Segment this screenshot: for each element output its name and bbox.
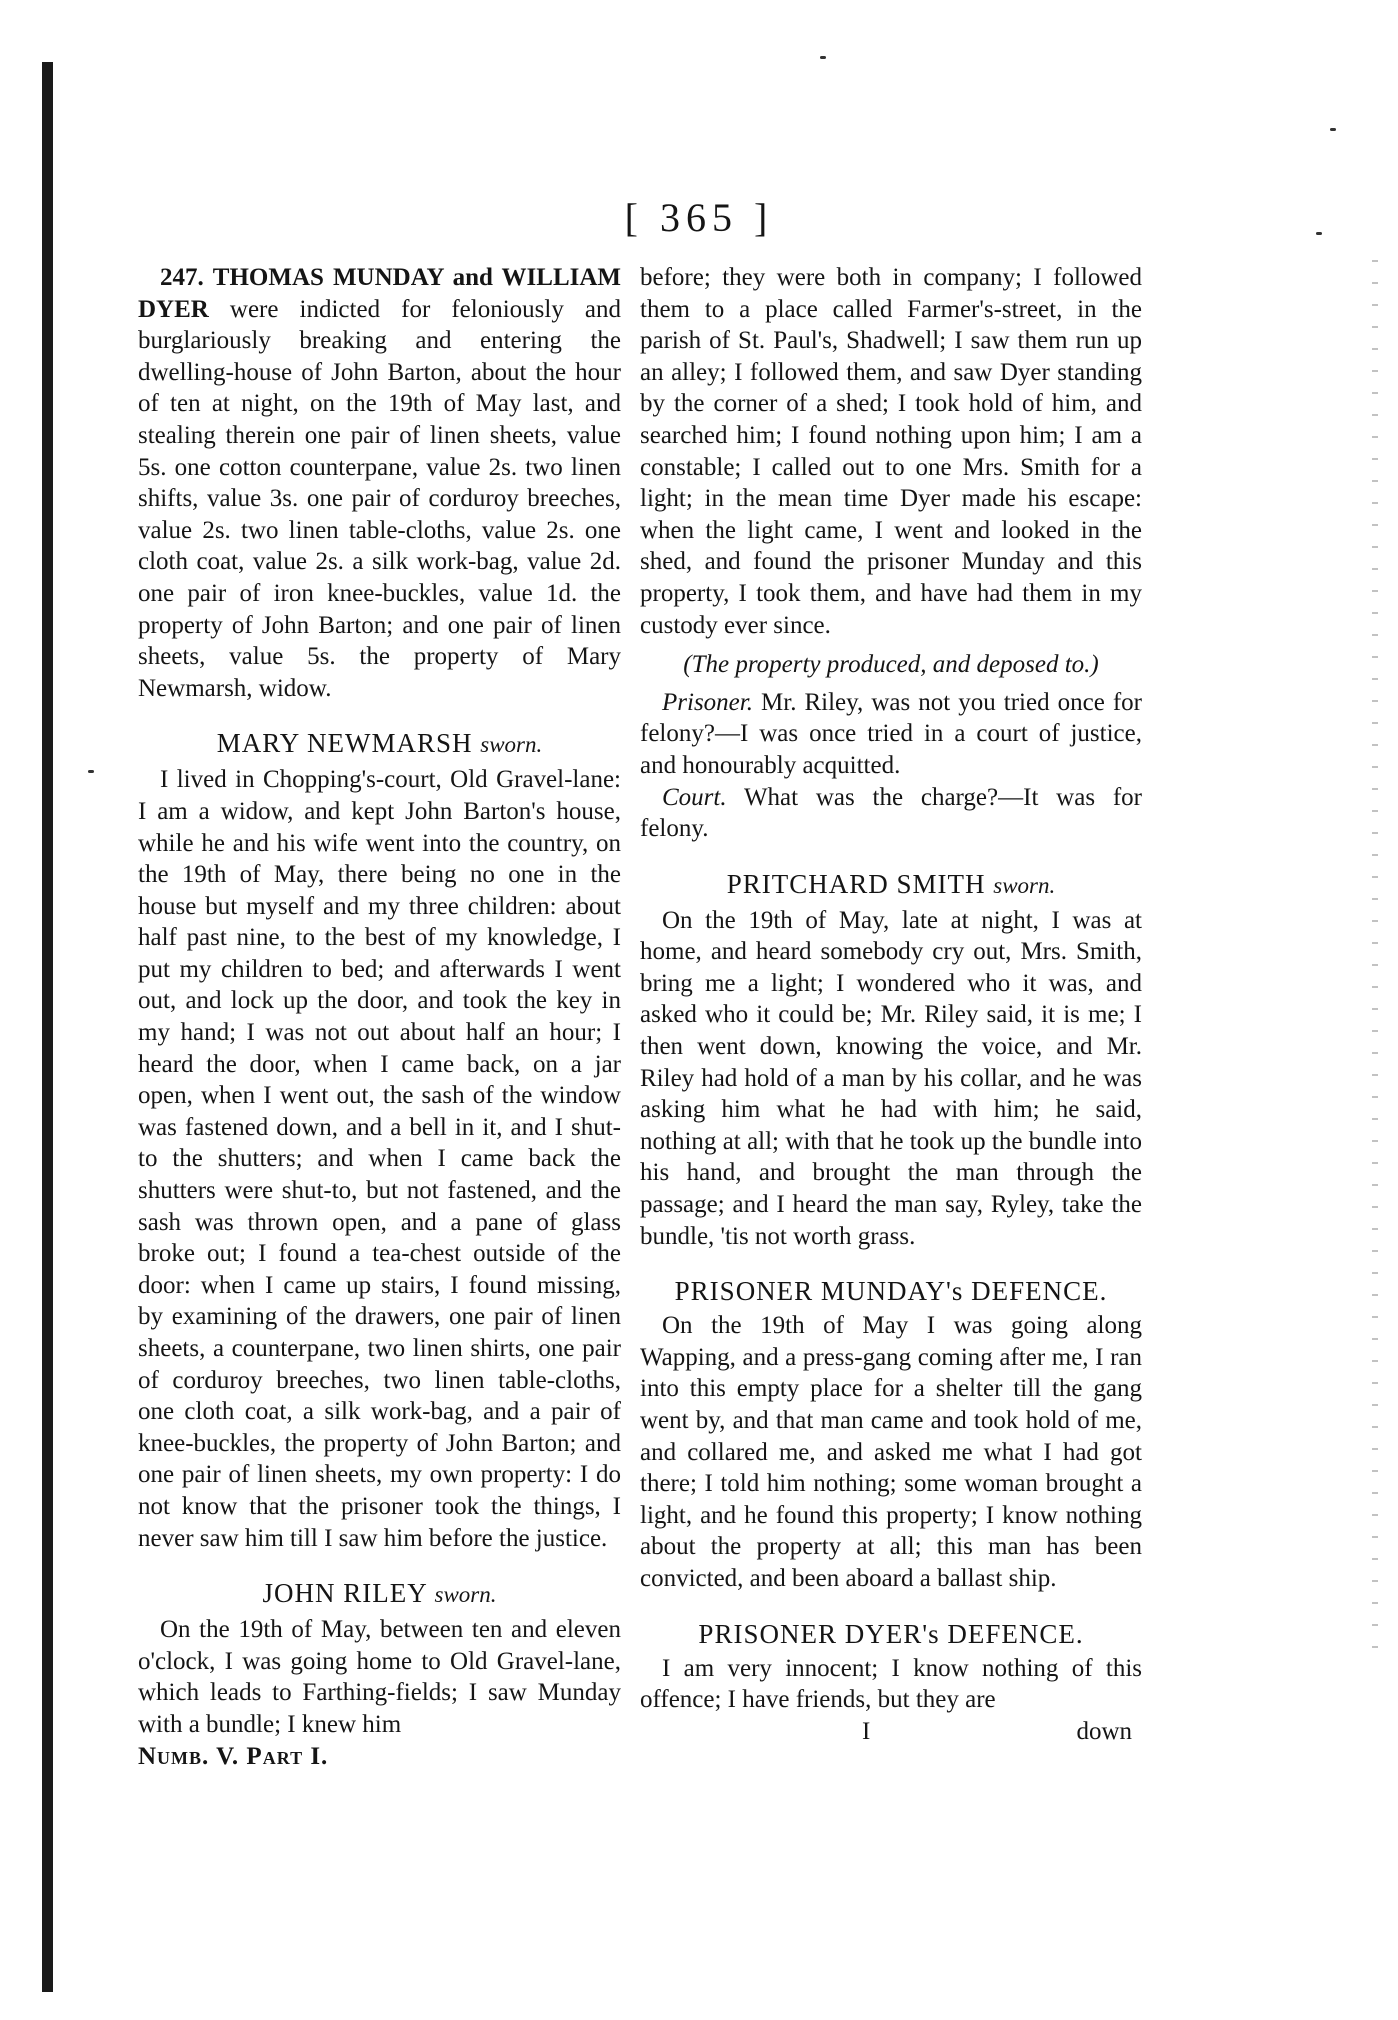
property-produced-note: (The property produced, and deposed to.) <box>683 651 1099 679</box>
testimony-continuation: before; they were both in company; I followed them to a place called Farmer's-street, in the parish of St. Paul's, Shadwell; I saw them run up an alley; I followed them, and saw Dyer standing by the corner of a shed; I took hold of him, and searched him; I found nothing upon him; I am a constable; I called out to one Mrs. Smith for a light; in the mean time Dyer made his escape: when the light came, I went and looked in the shed, and found the prisoner Munday and this property, I took them, and have had them in my custody ever since. <box>640 264 1142 639</box>
testimony-paragraph: On the 19th of May, late at night, I was at home, and heard somebody cry out, Mrs. Smith, bring me a light; I wondered who it was, and asked who it could be; Mr. Riley said, it is me; I then went down, knowing the voice, and Mr. Riley had hold of a man by his collar, and he was asking him what he had with him; he said, nothing at all; with that he took up the bundle into his hand, and brought the man through the passage; and I heard the man say, Ryley, take the bundle, 'tis not worth grass. <box>640 906 1142 1250</box>
witness-name: MARY NEWMARSH <box>216 728 473 759</box>
testimony-paragraph: On the 19th of May, between ten and eleven o'clock, I was going home to Old Gravel-lane, which leads to Farthing-fields; I saw Munday with a bundle; I knew him <box>138 1616 621 1738</box>
defence-heading: PRISONER DYER's DEFENCE. <box>698 1618 1084 1649</box>
defendant-names: THOMAS MUNDAY and WILLIAM DYER <box>138 264 621 323</box>
scan-speck <box>1330 128 1336 131</box>
speaker-label: Court. <box>662 783 727 811</box>
sworn-label: sworn. <box>480 732 543 758</box>
scan-speck <box>88 770 94 773</box>
sworn-label: sworn. <box>993 872 1056 898</box>
defence-paragraph: On the 19th of May I was going along Wapping, and a press-gang coming after me, I ran into this empty place for a shelter till the gang went by, and that man came and took hold of me, and collared me, and asked me what I had got there; I told him nothing; some woman brought a light, and he found this property; I know nothing about the property at all; this man has been convicted, and been aboard a ballast ship. <box>640 1312 1142 1592</box>
speaker-label: Prisoner. <box>662 688 753 716</box>
witness-heading <box>138 1576 621 1612</box>
scan-edge-noise <box>1372 260 1378 1660</box>
left-column <box>138 262 621 1773</box>
signature-mark: Numb. V. Part I. <box>138 1742 329 1770</box>
right-column <box>640 262 1142 1748</box>
cross-examination-paragraph <box>640 687 1142 782</box>
testimony-paragraph: I lived in Chopping's-court, Old Gravel-lane: I am a widow, and kept John Barton's house, while he and his wife went into the country, on the 19th of May, there being no one in the house but myself and my three children: about half past nine, to the best of my knowledge, I put my children to bed; and afterwards I went out, and lock up the door, and took the key in my hand; I was not out about half an hour; I heard the door, when I came back, on a jar open, when I went out, the sash of the window was fastened down, and a bell in it, and I shut-to the shutters; and when I came back the shutters were shut-to, but not fastened, and the sash was thrown open, and a pane of glass broke out; I found a tea-chest outside of the door: when I came up stairs, I found missing, by examining of the drawers, one pair of linen sheets, a counterpane, two linen shirts, one pair of corduroy breeches, two linen table-cloths, one cloth coat, a silk work-bag, and a pair of knee-buckles, the property of John Barton; and one pair of linen sheets, my own property: I do not know that the prisoner took the things, I never saw him till I saw him before the justice. <box>138 766 621 1552</box>
court-question-paragraph <box>640 782 1142 845</box>
catchword: down <box>1076 1717 1132 1745</box>
question-text: What was the charge?—It was for felony. <box>640 783 1142 843</box>
witness-heading <box>640 867 1142 903</box>
catch-letter: I <box>862 1717 871 1745</box>
defence-heading: PRISONER MUNDAY's DEFENCE. <box>674 1276 1108 1307</box>
catchword-row <box>640 1716 1142 1748</box>
witness-heading <box>138 726 621 762</box>
signature-row <box>138 1741 621 1773</box>
witness-name: JOHN RILEY <box>262 1578 427 1609</box>
witness-name: PRITCHARD SMITH <box>726 868 986 899</box>
binding-gutter-shadow <box>42 62 53 1992</box>
question-text: Mr. Riley, was not you tried once for felony?—I was once tried in a court of justice, and honourably acquitted. <box>640 688 1142 779</box>
case-number: 247. <box>160 264 204 291</box>
indictment-paragraph <box>138 262 621 704</box>
scan-speck <box>820 56 826 59</box>
indictment-text: were indicted for feloniously and burglariously breaking and entering the dwelling-house of John Barton, about the hour of ten at night, on the 19th of May last, and stealing therein one pair of linen sheets, value 5s. one cotton counterpane, value 2s. two linen shifts, value 3s. one pair of corduroy breeches, value 2s. two linen table-cloths, value 2s. one cloth coat, value 2s. a silk work-bag, value 2d. one pair of iron knee-buckles, value 1d. the property of John Barton; and one pair of linen sheets, value 5s. the property of Mary Newmarsh, widow. <box>138 295 621 702</box>
sworn-label: sworn. <box>434 1582 497 1608</box>
page-number-header: [ 365 ] <box>624 195 774 240</box>
defence-paragraph: I am very innocent; I know nothing of this offence; I have friends, but they are <box>640 1654 1142 1714</box>
